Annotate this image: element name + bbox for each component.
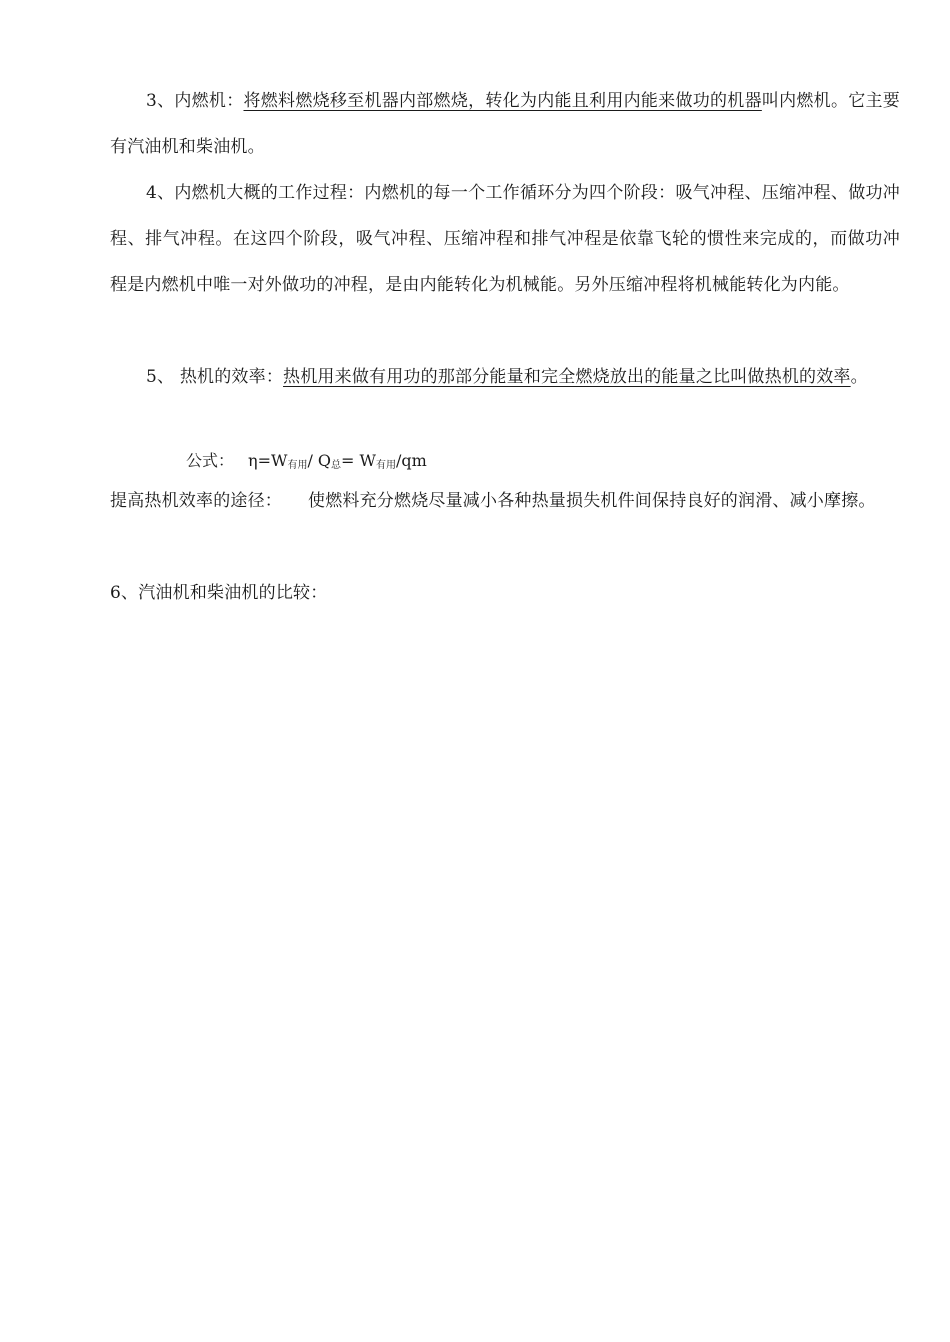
paragraph-working-process [110,170,900,308]
efficiency-formula [186,446,427,481]
paragraph-3-definition: 将燃料燃烧移至机器内部燃烧，转化为内能且利用内能来做功的机器 [243,91,762,111]
formula-subscript-useful: 有用 [287,460,308,471]
paragraph-5-definition: 热机用来做有用功的那部分能量和完全燃烧放出的能量之比叫做热机的效率 [283,367,851,387]
paragraph-5-suffix: 。 [850,367,868,387]
formula-equals-w: = W [341,451,376,470]
formula-tail: /qm [395,451,427,470]
paragraph-5-prefix: 5、 热机的效率： [146,367,284,387]
formula-subscript-total: 总 [331,460,342,471]
paragraph-3-suffix: 叫内燃机。它主要有汽油机和柴油机。 [110,91,900,157]
paragraph-4-text: 4、内燃机大概的工作过程：内燃机的每一个工作循环分为四个阶段：吸气冲程、压缩冲程、做功冲程、排气冲程。在这四个阶段，吸气冲程、压缩冲程和排气冲程是依靠飞轮的惯性来完成的，而做功冲程是内燃机中唯一对外做功的冲程，是由内能转化为机械能。另外压缩冲程将机械能转化为内能。 [110,183,900,295]
paragraph-6-text: 6、汽油机和柴油机的比较： [110,583,328,603]
formula-label: 公式： [186,451,235,470]
paragraph-3-prefix: 3、内燃机： [146,91,244,111]
paragraph-comparison-heading [110,570,900,616]
improve-text: 使燃料充分燃烧尽量减小各种热量损失机件间保持良好的润滑、减小摩擦。 [308,491,876,511]
formula-eta: η=W [248,451,288,470]
improve-label: 提高热机效率的途径： [110,491,282,511]
formula-slash-q: / Q [307,451,332,470]
paragraph-improve-efficiency [110,478,900,524]
formula-subscript-useful-2: 有用 [375,460,396,471]
paragraph-heat-engine-efficiency [110,354,900,400]
paragraph-internal-combustion-engine [110,78,900,170]
